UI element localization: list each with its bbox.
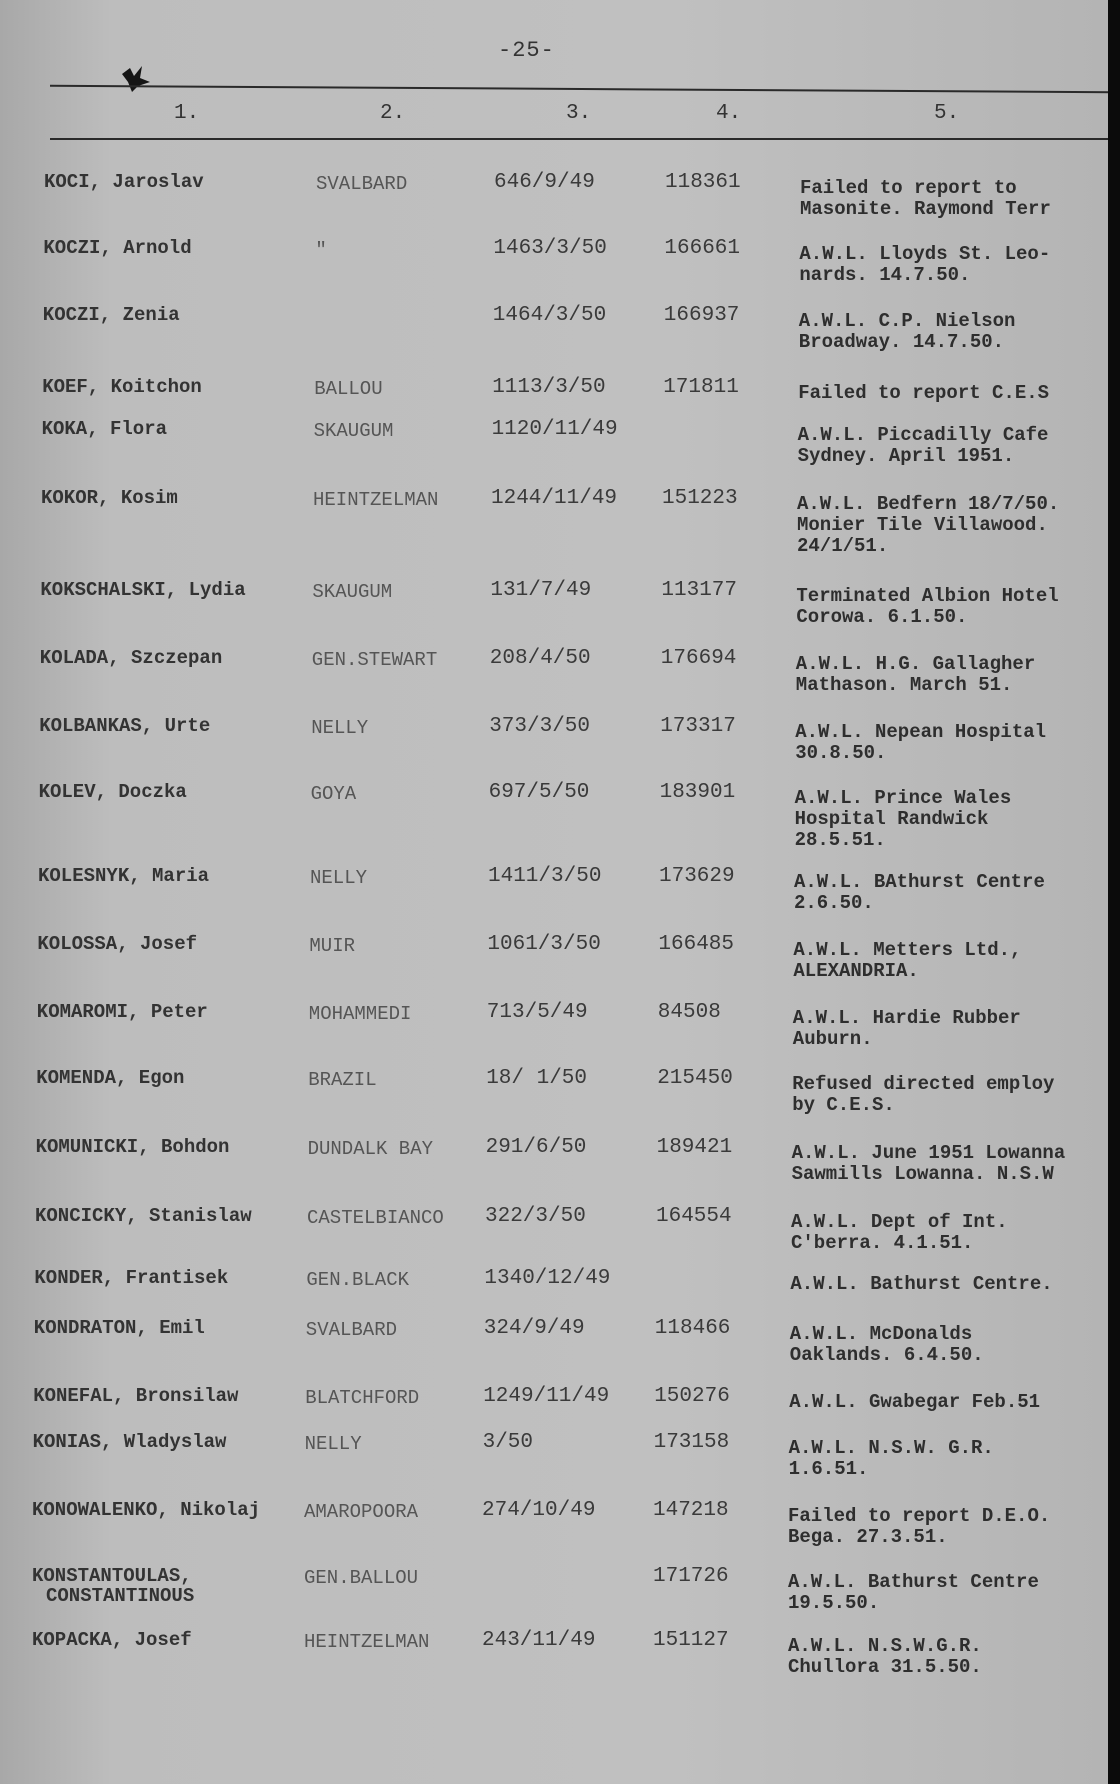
header-bottom-rule: [50, 138, 1112, 140]
remarks-line: C'berra. 4.1.51.: [791, 1232, 974, 1254]
row-remarks: [798, 425, 1049, 467]
row-ship: CASTELBIANCO: [307, 1207, 444, 1229]
row-number: 166937: [663, 304, 740, 327]
row-name: KOCI, Jaroslav: [44, 171, 204, 193]
row-name: KOLADA, Szczepan: [39, 647, 223, 669]
row-name: KONOWALENKO, Nikolaj: [32, 1499, 261, 1521]
row-reference: 1061/3/50: [487, 933, 601, 956]
row-ship: BALLOU: [314, 378, 383, 400]
column-header-4: 4.: [716, 102, 742, 125]
remarks-line: ALEXANDRIA.: [793, 960, 919, 982]
row-ship: SVALBARD: [316, 173, 408, 195]
row-reference: 1249/11/49: [483, 1385, 610, 1408]
row-name: KOMENDA, Egon: [36, 1067, 185, 1089]
row-name: KOKSCHALSKI, Lydia: [40, 579, 246, 601]
row-number: 189421: [656, 1136, 733, 1159]
row-number: 183901: [659, 781, 736, 804]
row-name: KOLEV, Doczka: [38, 781, 187, 803]
remarks-line: A.W.L. Hardie Rubber: [792, 1007, 1021, 1029]
row-remarks: [788, 1572, 1039, 1614]
row-number: 173629: [659, 865, 735, 888]
row-remarks: [788, 1506, 1050, 1548]
remarks-line: A.W.L. C.P. Nielson: [798, 310, 1016, 332]
row-ship: GEN.STEWART: [311, 649, 438, 671]
row-ship: GEN.BALLOU: [304, 1567, 419, 1589]
row-number: 113177: [661, 579, 738, 602]
column-header-3: 3.: [566, 102, 592, 125]
row-reference: 697/5/50: [488, 781, 590, 804]
remarks-line: Sawmills Lowanna. N.S.W: [791, 1163, 1054, 1185]
row-remarks: [790, 1274, 1052, 1295]
row-name: KOMAROMI, Peter: [36, 1001, 208, 1023]
row-number: 171811: [663, 376, 739, 399]
remarks-line: Oaklands. 6.4.50.: [789, 1344, 984, 1366]
row-name: KOKOR, Kosim: [41, 487, 178, 509]
scan-edge: [1108, 0, 1120, 1784]
row-reference: 373/3/50: [489, 715, 591, 738]
row-ship: DUNDALK BAY: [307, 1138, 434, 1160]
row-remarks: [791, 1212, 1008, 1254]
row-reference: 274/10/49: [482, 1499, 596, 1522]
row-ship: ": [315, 239, 327, 261]
row-name: KOCZI, Arnold: [43, 237, 192, 259]
row-name: KONCICKY, Stanislaw: [35, 1205, 252, 1227]
row-number: 118361: [665, 171, 741, 194]
remarks-line: A.W.L. H.G. Gallagher: [795, 653, 1036, 675]
row-reference: 713/5/49: [486, 1001, 588, 1024]
remarks-line: 30.8.50.: [795, 742, 887, 764]
row-reference: 324/9/49: [483, 1317, 585, 1340]
remarks-line: A.W.L. Bathurst Centre: [788, 1571, 1039, 1593]
row-name: KONSTANTOULAS,: [32, 1565, 192, 1587]
remarks-line: A.W.L. Bathurst Centre.: [790, 1273, 1053, 1295]
row-number: 166661: [664, 237, 741, 260]
row-ship: NELLY: [311, 717, 369, 739]
row-ship: GEN.BLACK: [306, 1269, 410, 1291]
remarks-line: A.W.L. N.S.W. G.R.: [788, 1437, 994, 1459]
remarks-line: A.W.L. Bedfern 18/7/50.: [797, 493, 1060, 515]
remarks-line: Terminated Albion Hotel: [796, 585, 1059, 607]
remarks-line: Bega. 27.3.51.: [788, 1526, 948, 1548]
remarks-line: A.W.L. BAthurst Centre: [794, 871, 1045, 893]
remarks-line: Failed to report D.E.O.: [788, 1505, 1051, 1527]
row-name: KONIAS, Wladyslaw: [32, 1431, 227, 1453]
remarks-line: Corowa. 6.1.50.: [796, 606, 968, 628]
remarks-line: by C.E.S.: [792, 1094, 895, 1116]
remarks-line: Sydney. April 1951.: [797, 445, 1015, 467]
row-number: 176694: [660, 647, 737, 670]
remarks-line: Failed to report C.E.S: [798, 382, 1050, 404]
row-number: 173158: [653, 1431, 730, 1454]
row-number: 173317: [660, 715, 736, 738]
row-ship: MOHAMMEDI: [308, 1003, 412, 1025]
row-reference: 1340/12/49: [484, 1267, 611, 1290]
remarks-line: Mathason. March 51.: [795, 674, 1013, 696]
row-name: KOLBANKAS, Urte: [39, 715, 211, 737]
remarks-line: Chullora 31.5.50.: [788, 1656, 982, 1678]
row-reference: 646/9/49: [494, 171, 595, 194]
row-ship: NELLY: [304, 1433, 362, 1455]
row-reference: 322/3/50: [485, 1205, 586, 1228]
remarks-line: Masonite. Raymond Terr: [800, 198, 1051, 220]
row-reference: 1244/11/49: [491, 487, 618, 510]
remarks-line: A.W.L. Piccadilly Cafe: [797, 424, 1049, 446]
row-number: 147218: [653, 1499, 729, 1522]
remarks-line: A.W.L. Nepean Hospital: [795, 721, 1047, 743]
row-number: 118466: [654, 1317, 731, 1340]
row-remarks: [794, 872, 1045, 914]
row-reference: 18/ 1/50: [486, 1067, 588, 1090]
row-ship: BLATCHFORD: [305, 1387, 420, 1409]
row-reference: 1120/11/49: [491, 418, 618, 441]
row-name: KOPACKA, Josef: [32, 1629, 192, 1651]
column-header-1: 1.: [174, 102, 200, 125]
remarks-line: Broadway. 14.7.50.: [798, 331, 1005, 353]
row-name: KOMUNICKI, Bohdon: [35, 1136, 230, 1158]
remarks-line: A.W.L. Gwabegar Feb.51: [789, 1391, 1041, 1413]
row-remarks: [799, 244, 1050, 286]
row-remarks: [799, 311, 1016, 353]
remarks-line: A.W.L. McDonalds: [789, 1323, 973, 1345]
row-name: KONDRATON, Emil: [33, 1317, 205, 1339]
row-reference: 208/4/50: [489, 647, 591, 670]
row-ship: AMAROPOORA: [304, 1501, 419, 1523]
row-reference: 3/50: [482, 1431, 534, 1454]
remarks-line: Hospital Randwick: [794, 808, 989, 830]
remarks-line: nards. 14.7.50.: [799, 264, 971, 286]
row-name: KOLOSSA, Josef: [37, 933, 198, 955]
row-reference: 1411/3/50: [488, 865, 602, 888]
remarks-line: Auburn.: [792, 1028, 873, 1050]
remarks-line: A.W.L. Metters Ltd.,: [793, 939, 1022, 961]
row-ship: SKAUGUM: [313, 420, 394, 442]
remarks-line: Monier Tile Villawood.: [797, 514, 1048, 536]
remarks-line: Refused directed employ: [792, 1073, 1055, 1095]
remarks-line: A.W.L. N.S.W.G.R.: [788, 1635, 982, 1657]
row-number: 151223: [662, 487, 738, 510]
row-name: KOLESNYK, Maria: [38, 865, 210, 887]
remarks-line: A.W.L. Dept of Int.: [791, 1211, 1008, 1233]
row-remarks: [796, 654, 1035, 696]
remarks-line: 28.5.51.: [794, 829, 886, 851]
row-ship: MUIR: [309, 935, 355, 957]
row-ship: BRAZIL: [308, 1069, 377, 1091]
row-number: 84508: [657, 1001, 721, 1024]
remarks-line: 1.6.51.: [788, 1458, 869, 1480]
row-number: 215450: [657, 1067, 733, 1090]
ink-blot-mark: [118, 64, 154, 94]
row-number: 164554: [656, 1205, 732, 1228]
row-reference: 1113/3/50: [492, 376, 606, 399]
row-remarks: [789, 1438, 994, 1480]
row-remarks: [792, 1143, 1066, 1185]
row-remarks: [790, 1324, 984, 1366]
column-header-2: 2.: [380, 102, 406, 125]
row-remarks: [795, 722, 1046, 764]
row-ship: SVALBARD: [305, 1319, 398, 1341]
row-name: KOKA, Flora: [41, 418, 168, 440]
row-remarks: [793, 940, 1021, 982]
row-number: 150276: [654, 1385, 730, 1408]
row-ship: SKAUGUM: [312, 581, 393, 603]
row-name: KONDER, Frantisek: [34, 1267, 229, 1289]
row-reference: 1464/3/50: [492, 304, 607, 327]
row-number: 166485: [658, 933, 735, 956]
column-header-5: 5.: [934, 102, 960, 125]
row-ship: GOYA: [310, 783, 357, 805]
remarks-line: 24/1/51.: [797, 535, 889, 557]
row-name: KOCZI, Zenia: [42, 304, 180, 326]
row-reference: 243/11/49: [482, 1629, 596, 1652]
remarks-line: 2.6.50.: [794, 892, 874, 914]
row-remarks: [796, 586, 1058, 628]
row-remarks: [800, 178, 1051, 220]
row-remarks: [792, 1074, 1054, 1116]
row-number: 151127: [653, 1629, 729, 1652]
row-ship: NELLY: [310, 867, 368, 889]
row-reference: 131/7/49: [490, 579, 592, 602]
row-reference: 291/6/50: [485, 1136, 587, 1159]
row-remarks: [788, 1636, 982, 1678]
row-remarks: [795, 788, 1012, 851]
remarks-line: A.W.L. Prince Wales: [794, 787, 1012, 809]
row-ship: HEINTZELMAN: [304, 1631, 430, 1653]
row-remarks: [793, 1008, 1021, 1050]
row-name: KONEFAL, Bronsilaw: [33, 1385, 239, 1407]
remarks-line: 19.5.50.: [788, 1592, 880, 1614]
row-name-continued: CONSTANTINOUS: [46, 1585, 195, 1607]
row-name: KOEF, Koitchon: [42, 376, 202, 398]
row-ship: HEINTZELMAN: [313, 489, 439, 511]
remarks-line: A.W.L. Lloyds St. Leo-: [799, 243, 1051, 265]
row-remarks: [789, 1392, 1040, 1413]
row-remarks: [798, 383, 1049, 404]
row-number: 171726: [653, 1565, 729, 1588]
header-top-rule: [50, 85, 1112, 93]
page-number: -25-: [498, 38, 555, 63]
row-remarks: [797, 494, 1059, 557]
remarks-line: A.W.L. June 1951 Lowanna: [791, 1142, 1066, 1164]
remarks-line: Failed to report to: [800, 177, 1017, 199]
row-reference: 1463/3/50: [493, 237, 607, 260]
